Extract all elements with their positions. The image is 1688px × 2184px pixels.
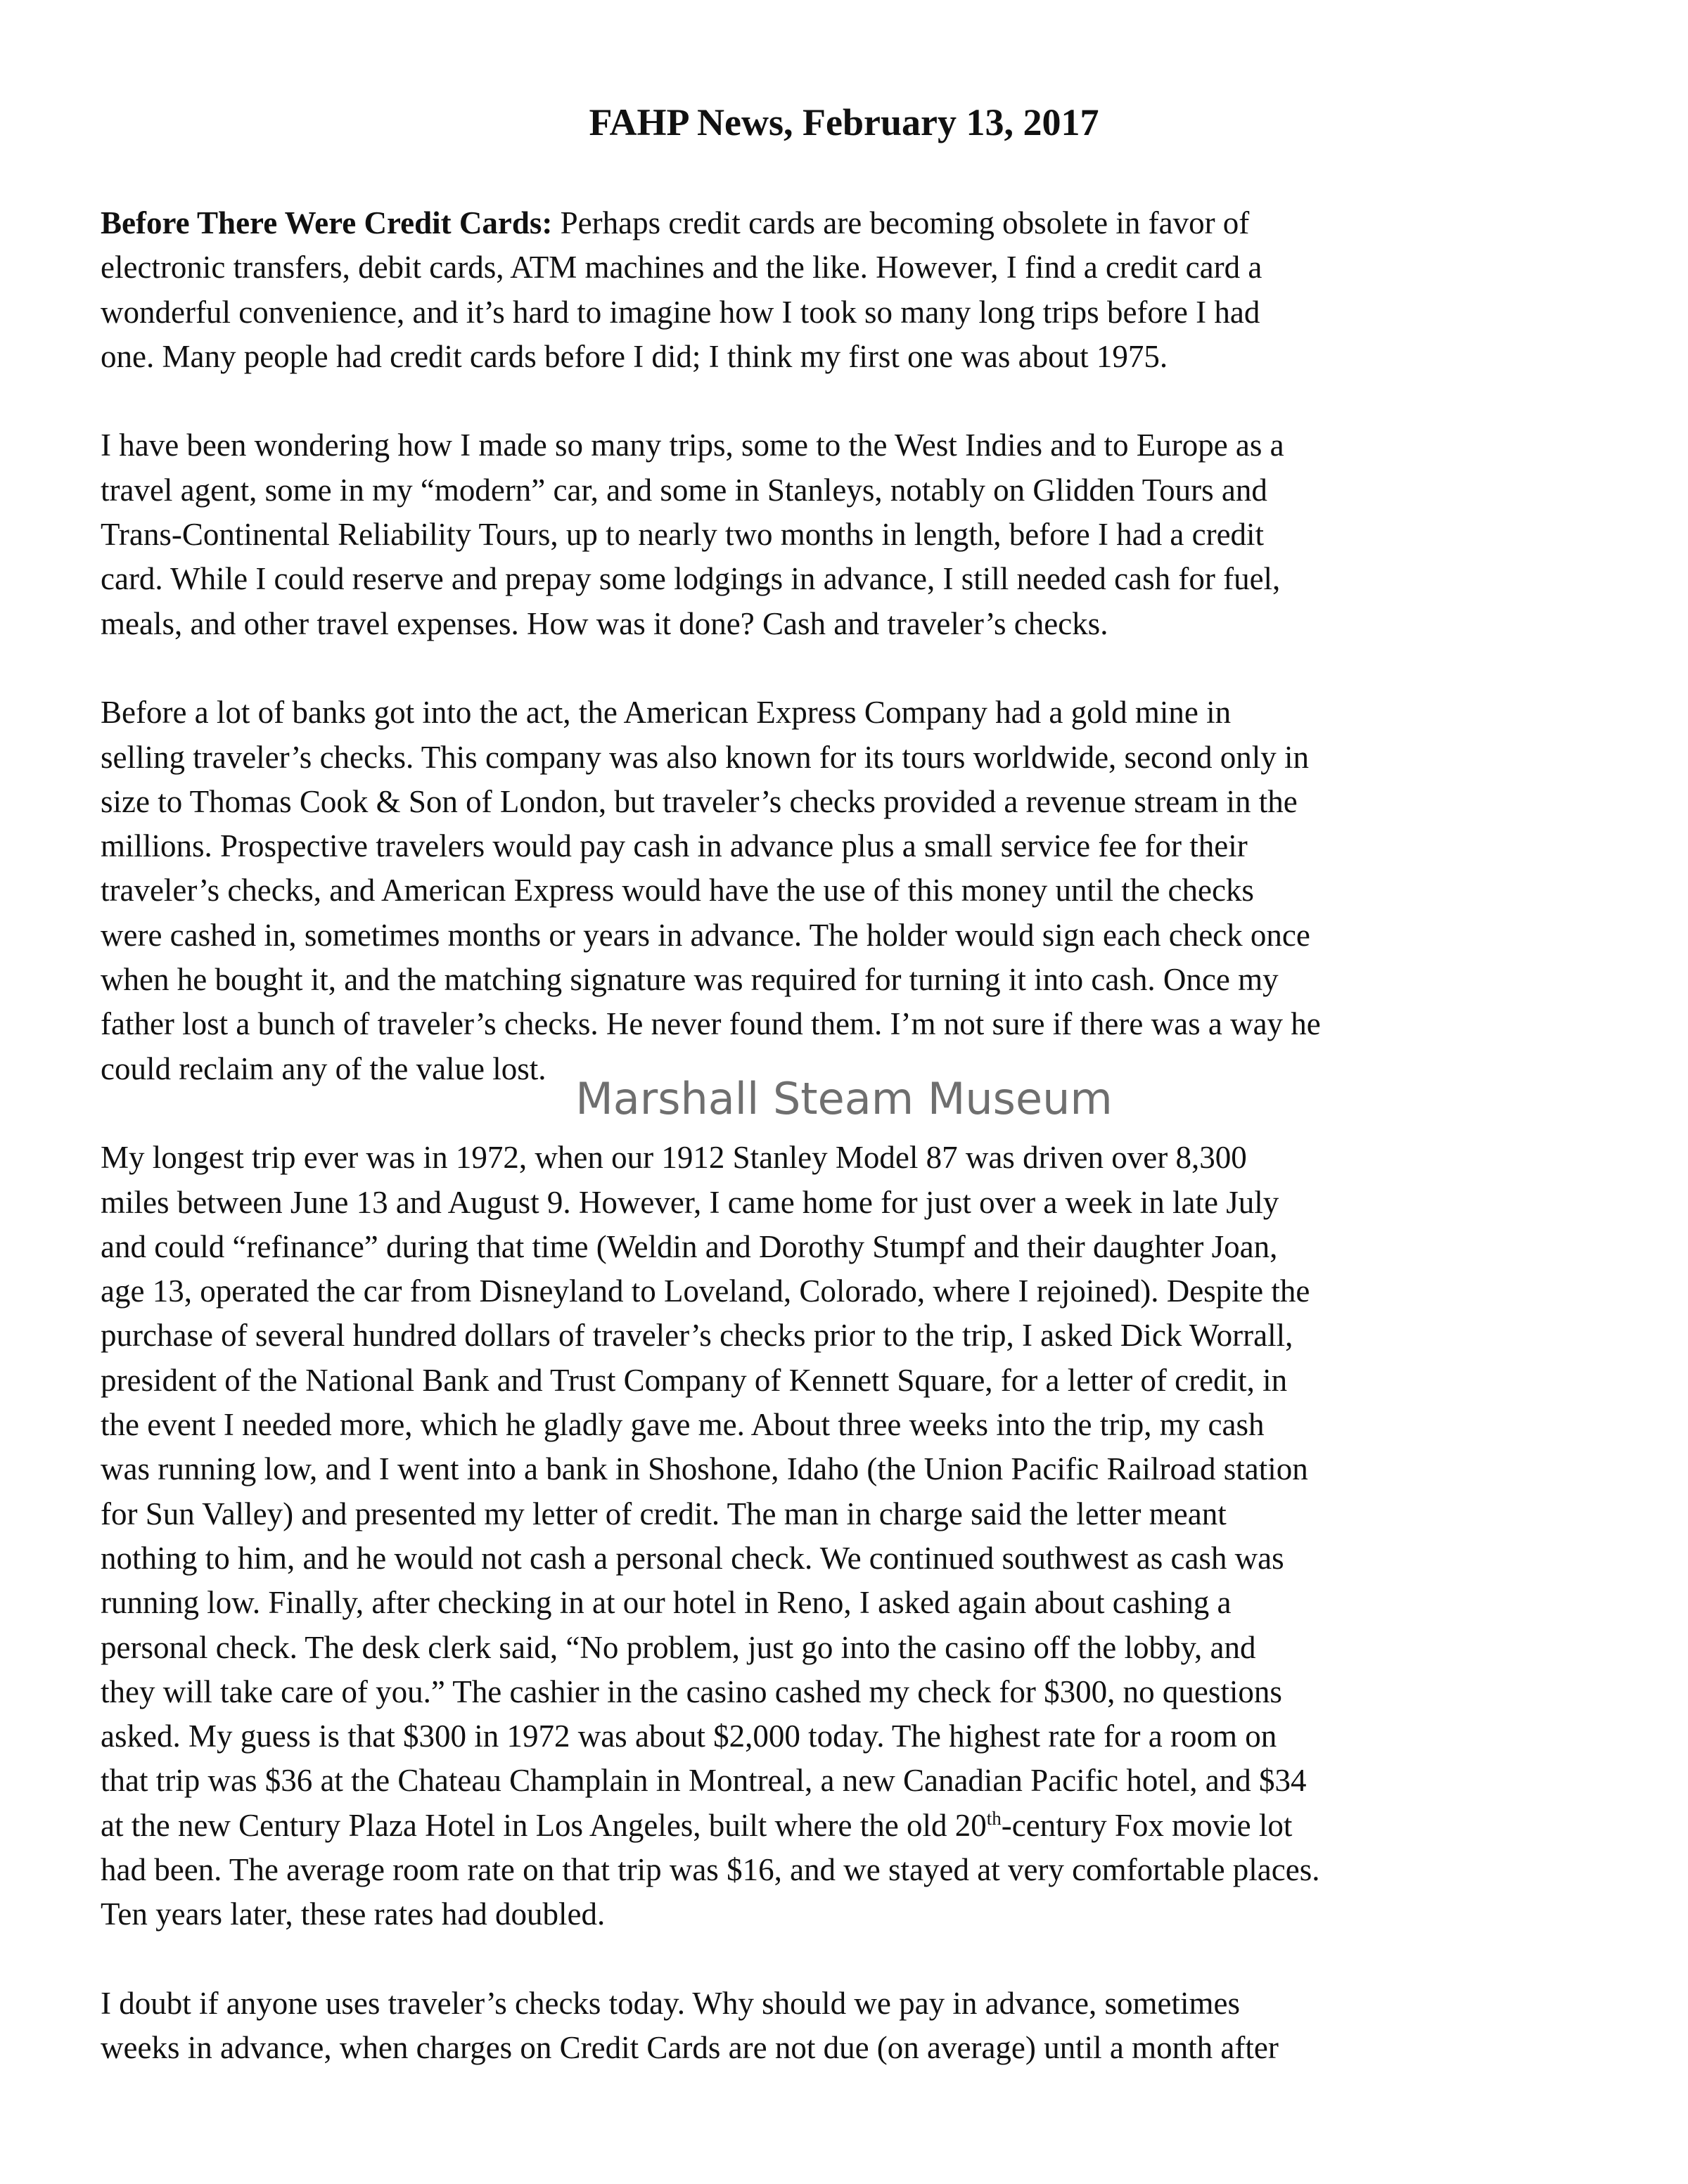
text-line: Before a lot of banks got into the act, the American Express Company had a gold mine in — [101, 695, 1232, 731]
text-span: at the new Century Plaza Hotel in Los Angeles, built where the old 20 — [101, 1807, 987, 1843]
text-line: size to Thomas Cook & Son of London, but traveler’s checks provided a revenue stream in the — [101, 783, 1298, 819]
text-line: and could “refinance” during that time (Weldin and Dorothy Stumpf and their daughter Joan, — [101, 1228, 1278, 1264]
watermark-text: Marshall Steam Museum — [575, 1073, 1113, 1124]
text-line: could reclaim any of the value lost. — [101, 1051, 546, 1086]
text-line: I have been wondering how I made so many trips, some to the West Indies and to Europe as a — [101, 428, 1284, 463]
paragraph-2 — [101, 423, 1599, 645]
text-line: travel agent, some in my “modern” car, and some in Stanleys, notably on Glidden Tours and — [101, 472, 1267, 508]
text-line: that trip was $36 at the Chateau Champlain in Montreal, a new Canadian Pacific hotel, and $34 — [101, 1763, 1307, 1799]
text-line: purchase of several hundred dollars of traveler’s checks prior to the trip, I asked Dick Worrall, — [101, 1318, 1293, 1354]
text-line: selling traveler’s checks. This company was also known for its tours worldwide, second only in — [101, 739, 1310, 775]
text-line: asked. My guess is that $300 in 1972 was about $2,000 today. The highest rate for a room on — [101, 1719, 1277, 1754]
text-line: weeks in advance, when charges on Credit Cards are not due (on average) until a month after — [101, 2030, 1279, 2066]
text-span: -century Fox movie lot — [1001, 1807, 1293, 1843]
text-line: the event I needed more, which he gladly gave me. About three weeks into the trip, my cash — [101, 1407, 1265, 1443]
paragraph-3 — [101, 690, 1599, 1091]
text-line: Ten years later, these rates had doubled. — [101, 1896, 606, 1932]
superscript: th — [986, 1807, 1002, 1829]
text-line: father lost a bunch of traveler’s checks. He never found them. I’m not sure if there was a way he — [101, 1006, 1321, 1042]
text-line: for Sun Valley) and presented my letter of credit. The man in charge said the letter meant — [101, 1496, 1227, 1531]
text-line: electronic transfers, debit cards, ATM machines and the like. However, I find a credit card a — [101, 250, 1262, 285]
text-line: wonderful convenience, and it’s hard to imagine how I took so many long trips before I had — [101, 294, 1260, 330]
text-line: miles between June 13 and August 9. However, I came home for just over a week in late July — [101, 1184, 1279, 1220]
text-line: one. Many people had credit cards before I did; I think my first one was about 1975. — [101, 338, 1168, 374]
paragraph-4 — [101, 1136, 1599, 1936]
article-body — [101, 201, 1599, 2115]
text-line: meals, and other travel expenses. How was it done? Cash and traveler’s checks. — [101, 605, 1108, 641]
paragraph-5 — [101, 1981, 1599, 2071]
text-line: was running low, and I went into a bank in Shoshone, Idaho (the Union Pacific Railroad station — [101, 1451, 1308, 1487]
text-line: I doubt if anyone uses traveler’s checks today. Why should we pay in advance, sometimes — [101, 1985, 1240, 2021]
text-line: card. While I could reserve and prepay some lodgings in advance, I still needed cash for fuel, — [101, 561, 1281, 597]
text-line: had been. The average room rate on that trip was $16, and we stayed at very comfortable places. — [101, 1851, 1320, 1887]
section-heading: Before There Were Credit Cards: — [101, 205, 553, 240]
text-line — [101, 201, 1599, 245]
text-line: age 13, operated the car from Disneyland to Loveland, Colorado, where I rejoined). Despite the — [101, 1273, 1310, 1309]
text-line: running low. Finally, after checking in at our hotel in Reno, I asked again about cashing a — [101, 1585, 1232, 1621]
text-line: when he bought it, and the matching signature was required for turning it into cash. Once my — [101, 962, 1279, 998]
text-line: president of the National Bank and Trust Company of Kennett Square, for a letter of credit, in — [101, 1362, 1288, 1398]
text-line: My longest trip ever was in 1972, when our 1912 Stanley Model 87 was driven over 8,300 — [101, 1140, 1247, 1176]
text-span: Perhaps credit cards are becoming obsolete in favor of — [552, 205, 1250, 240]
text-line: personal check. The desk clerk said, “No problem, just go into the casino off the lobby, and — [101, 1629, 1256, 1665]
text-line: traveler’s checks, and American Express would have the use of this money until the checks — [101, 873, 1254, 908]
text-line — [101, 1804, 1599, 1848]
text-line: Trans-Continental Reliability Tours, up to nearly two months in length, before I had a credit — [101, 517, 1265, 553]
paragraph-1 — [101, 201, 1599, 379]
text-line: millions. Prospective travelers would pay cash in advance plus a small service fee for their — [101, 828, 1248, 864]
text-line: they will take care of you.” The cashier in the casino cashed my check for $300, no questions — [101, 1674, 1282, 1709]
text-line: nothing to him, and he would not cash a personal check. We continued southwest as cash was — [101, 1540, 1284, 1576]
page-title: FAHP News, February 13, 2017 — [589, 101, 1099, 143]
text-line: were cashed in, sometimes months or years in advance. The holder would sign each check once — [101, 917, 1310, 953]
